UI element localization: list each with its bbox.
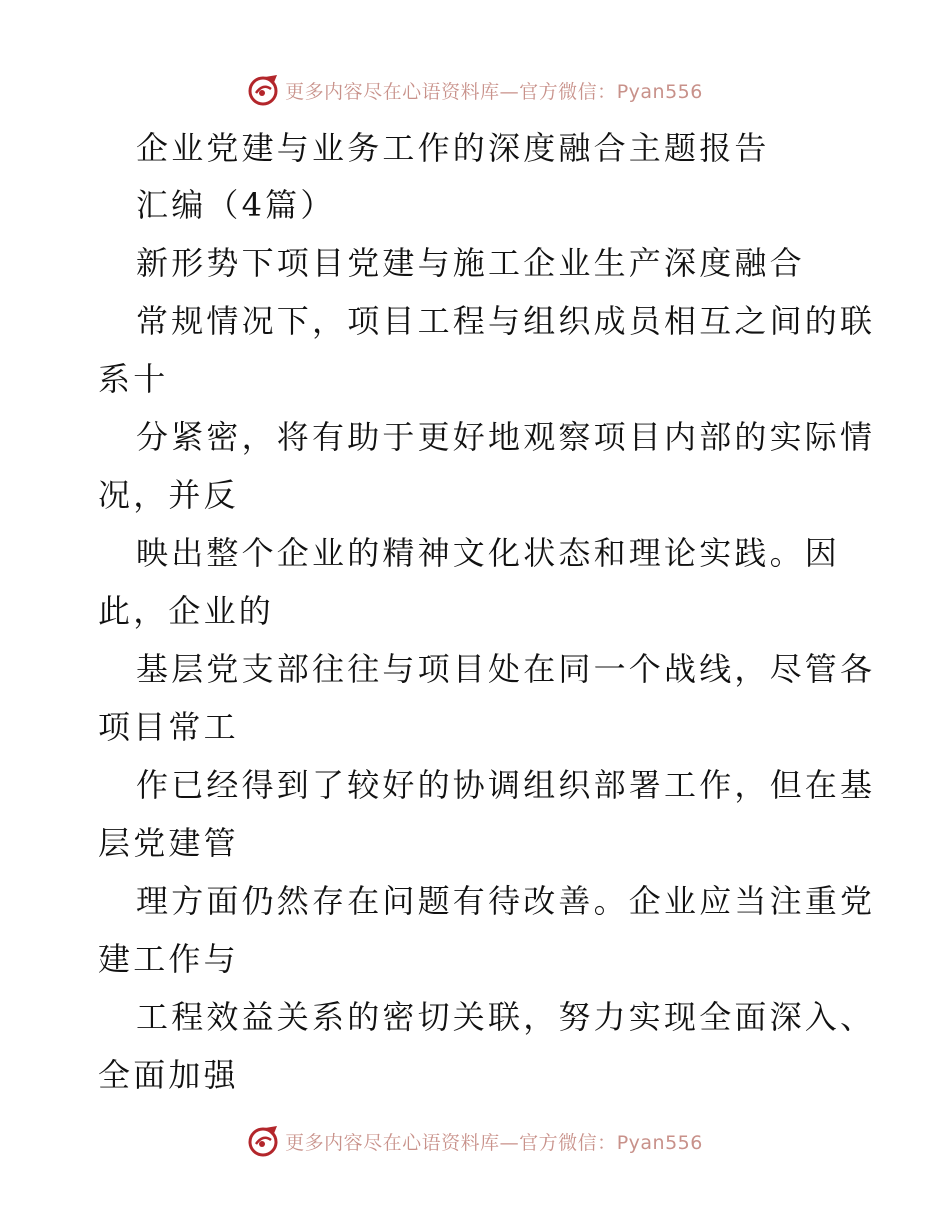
- paragraph-line: 此，企业的: [98, 592, 275, 630]
- footer-banner-separator: —: [499, 1131, 520, 1154]
- footer-banner-slogan: 更多内容尽在心语资料库: [285, 1131, 500, 1154]
- header-banner-separator: —: [499, 80, 520, 103]
- paragraph-line: 作已经得到了较好的协调组织部署工作，但在基: [136, 766, 876, 804]
- footer-banner: [0, 1121, 950, 1161]
- paragraph-line: 分紧密，将有助于更好地观察项目内部的实际情: [136, 418, 876, 456]
- footer-banner-wechat-label: 官方微信：: [519, 1131, 617, 1154]
- paragraph-line: 工程效益关系的密切关联，努力实现全面深入、: [136, 998, 876, 1036]
- paragraph-line: 系十: [98, 360, 169, 398]
- document-subtitle: 新形势下项目党建与施工企业生产深度融合: [136, 244, 805, 282]
- paragraph-line: 项目常工: [98, 708, 239, 746]
- footer-banner-text: [285, 1128, 703, 1155]
- logo-icon: [247, 1124, 281, 1158]
- paragraph-line: 建工作与: [98, 940, 239, 978]
- document-title-line2: 汇编（4篇）: [136, 186, 336, 224]
- footer-banner-wechat-id: Pyan556: [616, 1131, 703, 1154]
- document-title-line1: 企业党建与业务工作的深度融合主题报告: [136, 129, 770, 167]
- header-banner-slogan: 更多内容尽在心语资料库: [285, 80, 500, 103]
- paragraph-line: 常规情况下，项目工程与组织成员相互之间的联: [136, 302, 876, 340]
- paragraph-line: 基层党支部往往与项目处在同一个战线，尽管各: [136, 650, 876, 688]
- header-banner-wechat-label: 官方微信：: [519, 80, 617, 103]
- paragraph-line: 映出整个企业的精神文化状态和理论实践。因: [136, 534, 841, 572]
- paragraph-line: 理方面仍然存在问题有待改善。企业应当注重党: [136, 882, 876, 920]
- footer-banner-inner: [247, 1124, 703, 1158]
- paragraph-line: 全面加强: [98, 1056, 239, 1094]
- header-banner-wechat-id: Pyan556: [616, 80, 703, 103]
- paragraph-line: 层党建管: [98, 824, 239, 862]
- paragraph-line: 况，并反: [98, 476, 239, 514]
